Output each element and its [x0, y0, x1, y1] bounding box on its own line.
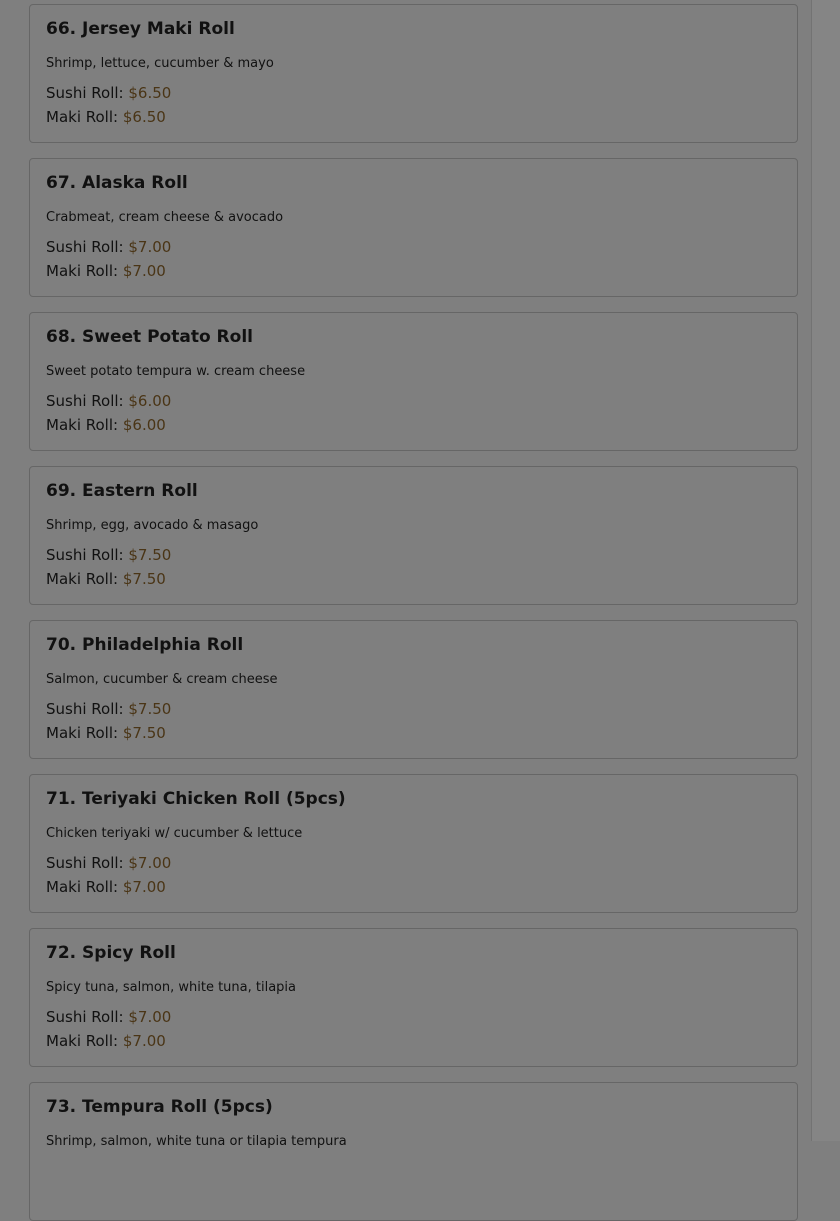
- menu-item-card[interactable]: [29, 4, 798, 143]
- menu-item-title: 71. Teriyaki Chicken Roll (5pcs): [46, 789, 346, 809]
- sushi-roll-price-row: [46, 700, 171, 718]
- sushi-roll-price-row: [46, 238, 171, 256]
- menu-item-card[interactable]: [29, 466, 798, 605]
- menu-item-description: Crabmeat, cream cheese & avocado: [46, 210, 284, 225]
- maki-roll-price: $7.00: [122, 878, 166, 896]
- menu-item-description: Spicy tuna, salmon, white tuna, tilapia: [46, 980, 297, 995]
- maki-roll-price: $7.50: [122, 724, 166, 742]
- menu-item-title: 69. Eastern Roll: [46, 481, 198, 501]
- menu-item-description: Shrimp, egg, avocado & masago: [46, 518, 259, 533]
- maki-roll-price: $6.50: [122, 108, 166, 126]
- sushi-roll-label: Sushi Roll:: [46, 854, 124, 872]
- sushi-roll-price: $7.00: [128, 1008, 172, 1026]
- sushi-roll-price-row: [46, 392, 171, 410]
- menu-item-description: Chicken teriyaki w/ cucumber & lettuce: [46, 826, 303, 841]
- sushi-roll-price-row: [46, 84, 171, 102]
- menu-item-title: 73. Tempura Roll (5pcs): [46, 1097, 273, 1117]
- menu-item-card[interactable]: [29, 620, 798, 759]
- menu-item-title: 70. Philadelphia Roll: [46, 635, 244, 655]
- sushi-roll-price: $6.50: [128, 84, 172, 102]
- menu-item-description: Salmon, cucumber & cream cheese: [46, 672, 278, 687]
- maki-roll-price-row: [46, 262, 166, 280]
- maki-roll-price-row: [46, 1032, 166, 1050]
- menu-item-title: 66. Jersey Maki Roll: [46, 19, 235, 39]
- sushi-roll-price: $7.50: [128, 546, 172, 564]
- maki-roll-price-row: [46, 108, 166, 126]
- sushi-roll-price: $7.50: [128, 700, 172, 718]
- sushi-roll-price-row: [46, 1008, 171, 1026]
- sushi-roll-price: $7.00: [128, 238, 172, 256]
- menu-item-description: Shrimp, lettuce, cucumber & mayo: [46, 56, 274, 71]
- maki-roll-label: Maki Roll:: [46, 570, 119, 588]
- sushi-roll-label: Sushi Roll:: [46, 392, 124, 410]
- sushi-roll-label: Sushi Roll:: [46, 238, 124, 256]
- menu-item-title: 67. Alaska Roll: [46, 173, 188, 193]
- menu-item-title: 72. Spicy Roll: [46, 943, 176, 963]
- maki-roll-price-row: [46, 416, 166, 434]
- sushi-roll-label: Sushi Roll:: [46, 700, 124, 718]
- menu-item-description: Shrimp, salmon, white tuna or tilapia tempura: [46, 1134, 347, 1149]
- sushi-roll-label: Sushi Roll:: [46, 1008, 124, 1026]
- menu-item-title: 68. Sweet Potato Roll: [46, 327, 253, 347]
- sushi-roll-price-row: [46, 854, 171, 872]
- sushi-roll-label: Sushi Roll:: [46, 546, 124, 564]
- menu-item-card[interactable]: [29, 774, 798, 913]
- sushi-roll-price: $7.00: [128, 854, 172, 872]
- maki-roll-price-row: [46, 724, 166, 742]
- maki-roll-price-row: [46, 878, 166, 896]
- maki-roll-price: $7.50: [122, 570, 166, 588]
- sushi-roll-price-row: [46, 546, 171, 564]
- maki-roll-price: $7.00: [122, 262, 166, 280]
- overlay-right-rail: [811, 0, 840, 1141]
- maki-roll-label: Maki Roll:: [46, 878, 119, 896]
- maki-roll-label: Maki Roll:: [46, 416, 119, 434]
- maki-roll-label: Maki Roll:: [46, 1032, 119, 1050]
- menu-item-card[interactable]: [29, 158, 798, 297]
- menu-item-card[interactable]: [29, 928, 798, 1067]
- maki-roll-label: Maki Roll:: [46, 724, 119, 742]
- maki-roll-price: $7.00: [122, 1032, 166, 1050]
- sushi-roll-label: Sushi Roll:: [46, 84, 124, 102]
- menu-item-card[interactable]: [29, 1082, 798, 1221]
- menu-item-card[interactable]: [29, 312, 798, 451]
- maki-roll-price: $6.00: [122, 416, 166, 434]
- sushi-roll-price: $6.00: [128, 392, 172, 410]
- menu-item-description: Sweet potato tempura w. cream cheese: [46, 364, 306, 379]
- maki-roll-label: Maki Roll:: [46, 108, 119, 126]
- maki-roll-price-row: [46, 570, 166, 588]
- maki-roll-label: Maki Roll:: [46, 262, 119, 280]
